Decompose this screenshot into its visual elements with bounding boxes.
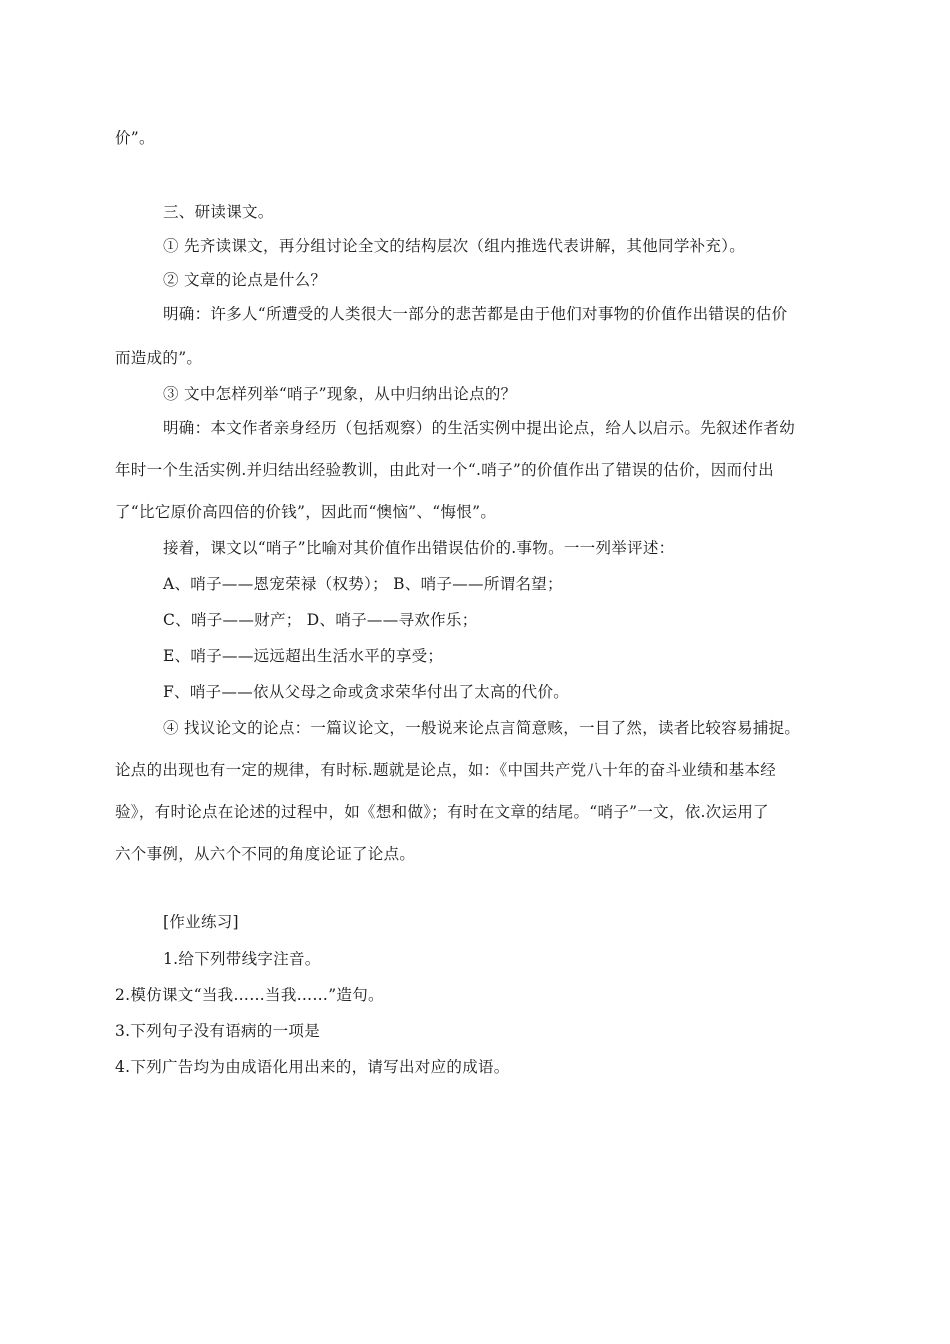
exercise-item: 2.模仿课文“当我……当我……”造句。 bbox=[115, 986, 384, 1004]
text-line: 年时一个生活实例.并归结出经验教训，由此对一个“.哨子”的价值作出了错误的估价，因而付出 bbox=[115, 461, 774, 479]
text-line: 价”。 bbox=[115, 129, 155, 147]
text-line: ③ 文中怎样列举“哨子”现象，从中归纳出论点的？ bbox=[163, 385, 517, 403]
text-line: ④ 找议论文的论点：一篇议论文，一般说来论点言简意赅，一目了然，读者比较容易捕捉。 bbox=[163, 719, 801, 737]
section-heading: [作业练习] bbox=[163, 913, 239, 931]
list-item: F、哨子——依从父母之命或贪求荣华付出了太高的代价。 bbox=[163, 683, 570, 701]
text-line: 了“比它原价高四倍的价钱”，因此而“懊恼”、“悔恨”。 bbox=[115, 503, 497, 521]
section-heading: 三、研读课文。 bbox=[163, 203, 274, 221]
text-line: ① 先齐读课文，再分组讨论全文的结构层次（组内推选代表讲解，其他同学补充）。 bbox=[163, 237, 746, 255]
exercise-item: 1.给下列带线字注音。 bbox=[163, 950, 321, 968]
list-item: C、哨子——财产； D、哨子——寻欢作乐； bbox=[163, 611, 478, 629]
list-item: E、哨子——远远超出生活水平的享受； bbox=[163, 647, 444, 665]
text-line: 验》，有时论点在论述的过程中，如《想和做》；有时在文章的结尾。“哨子”一文，依.次运用了 bbox=[115, 803, 769, 821]
text-line: ② 文章的论点是什么？ bbox=[163, 271, 327, 289]
list-item: A、哨子——恩宠荣禄（权势）； B、哨子——所谓名望； bbox=[163, 575, 563, 593]
text-line: 接着，课文以“哨子”比喻对其价值作出错误估价的.事物。一一列举评述： bbox=[163, 539, 675, 557]
text-line: 而造成的”。 bbox=[115, 349, 203, 367]
text-line: 明确：许多人“所遭受的人类很大一部分的悲苦都是由于他们对事物的价值作出错误的估价 bbox=[163, 305, 788, 323]
exercise-item: 4.下列广告均为由成语化用出来的，请写出对应的成语。 bbox=[115, 1058, 510, 1076]
text-line: 论点的出现也有一定的规律，有时标.题就是论点，如：《中国共产党八十年的奋斗业绩和基本经 bbox=[115, 761, 777, 779]
text-line: 六个事例，从六个不同的角度论证了论点。 bbox=[115, 845, 416, 863]
exercise-item: 3.下列句子没有语病的一项是 bbox=[115, 1022, 320, 1040]
text-line: 明确：本文作者亲身经历（包括观察）的生活实例中提出论点，给人以启示。先叙述作者幼 bbox=[163, 419, 796, 437]
